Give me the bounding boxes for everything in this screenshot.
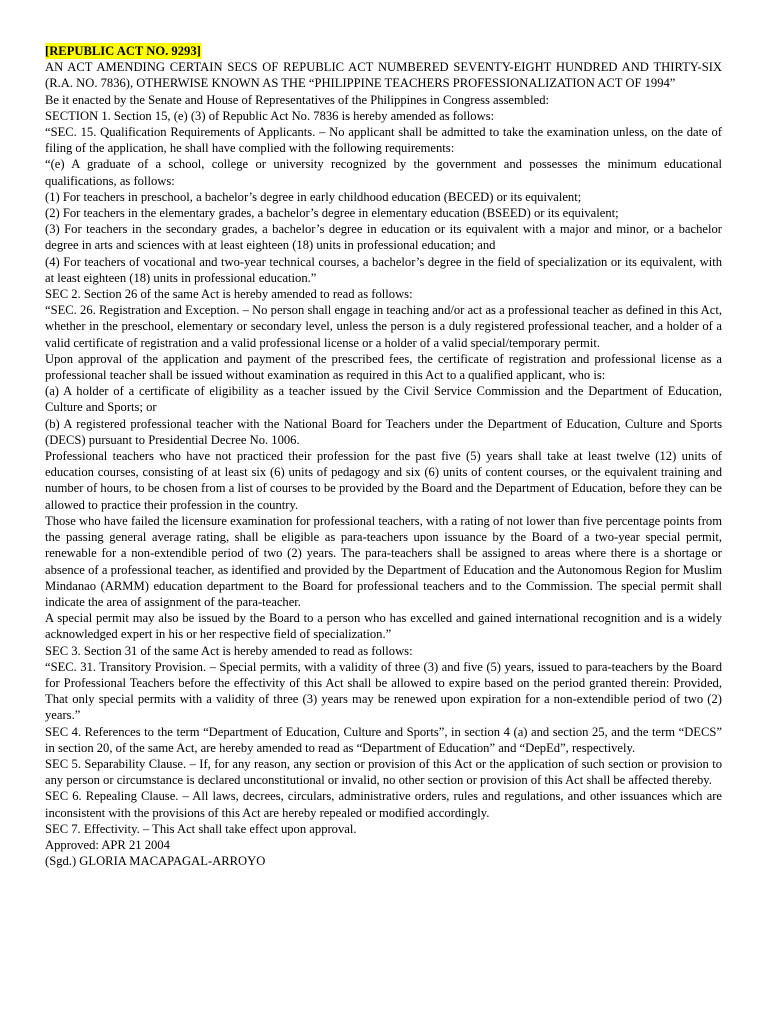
document-paragraph: (3) For teachers in the secondary grades, a bachelor’s degree in education or its equivalent with a major and minor, or a bachelor degree in arts and sciences with at least eighteen (18) units in professional education; and [45,222,722,253]
document-body [45,59,722,869]
document-paragraph: (a) A holder of a certificate of eligibility as a teacher issued by the Civil Service Commission and the Department of Education, Culture and Sports; or [45,384,722,415]
document-paragraph: (2) For teachers in the elementary grades, a bachelor’s degree in elementary education (BSEED) or its equivalent; [45,206,619,221]
document-paragraph: Upon approval of the application and payment of the prescribed fees, the certificate of registration and professional license as a professional teacher shall be issued without examination as required in this Act to a qualified applicant, who is: [45,351,722,383]
document-paragraph: (1) For teachers in preschool, a bachelor’s degree in early childhood education (BECED) or its equivalent; [45,189,582,204]
document-paragraph: Approved: APR 21 2004 [45,837,170,852]
document-paragraph: SEC 7. Effectivity. – This Act shall take effect upon approval. [45,821,357,836]
document-paragraph: SEC 4. References to the term “Department of Education, Culture and Sports”, in section 4 (a) and section 25, and the term “DECS” in section 20, of the same Act, are hereby amended to read as “Department of Education” and “DepEd”, respectively. [45,724,722,755]
document-paragraph: SEC 2. Section 26 of the same Act is hereby amended to read as follows: [45,287,413,302]
document-paragraph: SEC 6. Repealing Clause. – All laws, decrees, circulars, administrative orders, rules and regulations, and other issuances which are inconsistent with the provisions of this Act are hereby repealed or modified accordingly. [45,789,722,820]
document-paragraph: “SEC. 31. Transitory Provision. – Special permits, with a validity of three (3) and five (5) years, issued to para-teachers by the Board for Professional Teachers before the effectivity of this Act shall be allowed to expire based on the period granted therein: Provided, That only special permits with a validity of three (3) years may be renewed upon expiration for a non-extendible period of two (2) years.” [45,659,722,723]
document-paragraph: A special permit may also be issued by the Board to a person who has excelled and gained international recognition and is a widely acknowledged expert in his or her respective field of specialization.” [45,611,722,642]
document-paragraph: AN ACT AMENDING CERTAIN SECS OF REPUBLIC ACT NUMBERED SEVENTY-EIGHT HUNDRED AND THIRTY-SIX (R.A. NO. 7836), OTHERWISE KNOWN AS THE “PHILIPPINE TEACHERS PROFESSIONALIZATION ACT OF 1994” [45,60,722,91]
document-paragraph: “(e) A graduate of a school, college or university recognized by the government and possesses the minimum educational qualifications, as follows: [45,157,722,188]
document-paragraph: Professional teachers who have not practiced their profession for the past five (5) years shall take at least twelve (12) units of education courses, consisting of at least six (6) units of pedagogy and six (6) units of content courses, or the equivalent training and number of hours, to be chosen from a list of courses to be provided by the Board and the Department of Education, before they can be allowed to practice their profession in the country. [45,449,722,512]
document-paragraph: Those who have failed the licensure examination for professional teachers, with a rating of not lower than five percentage points from the passing general average rating, shall be eligible as para-teachers upon issuance by the Board of a two-year special permit, renewable for a non-extendible period of two (2) years. The para-teachers shall be assigned to areas where there is a shortage or absence of a professional teacher, as identified and provided by the Department of Education and the Autonomous Region for Muslim Mindanao (ARMM) education department to the Board for professional teachers and to the Commission. The special permit shall indicate the area of assignment of the para-teacher. [45,513,722,609]
document-paragraph: SECTION 1. Section 15, (e) (3) of Republic Act No. 7836 is hereby amended as follows: [45,108,495,123]
document-paragraph: “SEC. 26. Registration and Exception. – No person shall engage in teaching and/or act as a professional teacher as defined in this Act, whether in the preschool, elementary or secondary level, unless the person is a duly registered professional teacher, and a holder of a valid certificate of registration and a valid professional license or a holder of a valid special/temporary permit. [45,303,722,350]
document-paragraph: (b) A registered professional teacher with the National Board for Teachers under the Department of Education, Culture and Sports (DECS) pursuant to Presidential Decree No. 1006. [45,416,722,447]
document-paragraph: (4) For teachers of vocational and two-year technical courses, a bachelor’s degree in the field of specialization or its equivalent, with at least eighteen (18) units in professional education.” [45,254,722,285]
document-paragraph: SEC 3. Section 31 of the same Act is hereby amended to read as follows: [45,643,413,658]
document-paragraph: Be it enacted by the Senate and House of Representatives of the Philippines in Congress assembled: [45,92,549,107]
document-paragraph: SEC 5. Separability Clause. – If, for any reason, any section or provision of this Act or the application of such section or provision to any person or circumstance is declared unconstitutional or invalid, no other section or provision of this Act shall be affected thereby. [45,756,722,788]
document-paragraph: (Sgd.) GLORIA MACAPAGAL-ARROYO [45,854,266,869]
document-paragraph: “SEC. 15. Qualification Requirements of Applicants. – No applicant shall be admitted to take the examination unless, on the date of filing of the application, he shall have complied with the following requirements: [45,125,722,156]
document-page [45,43,722,869]
document-title: [REPUBLIC ACT NO. 9293] [45,44,201,58]
